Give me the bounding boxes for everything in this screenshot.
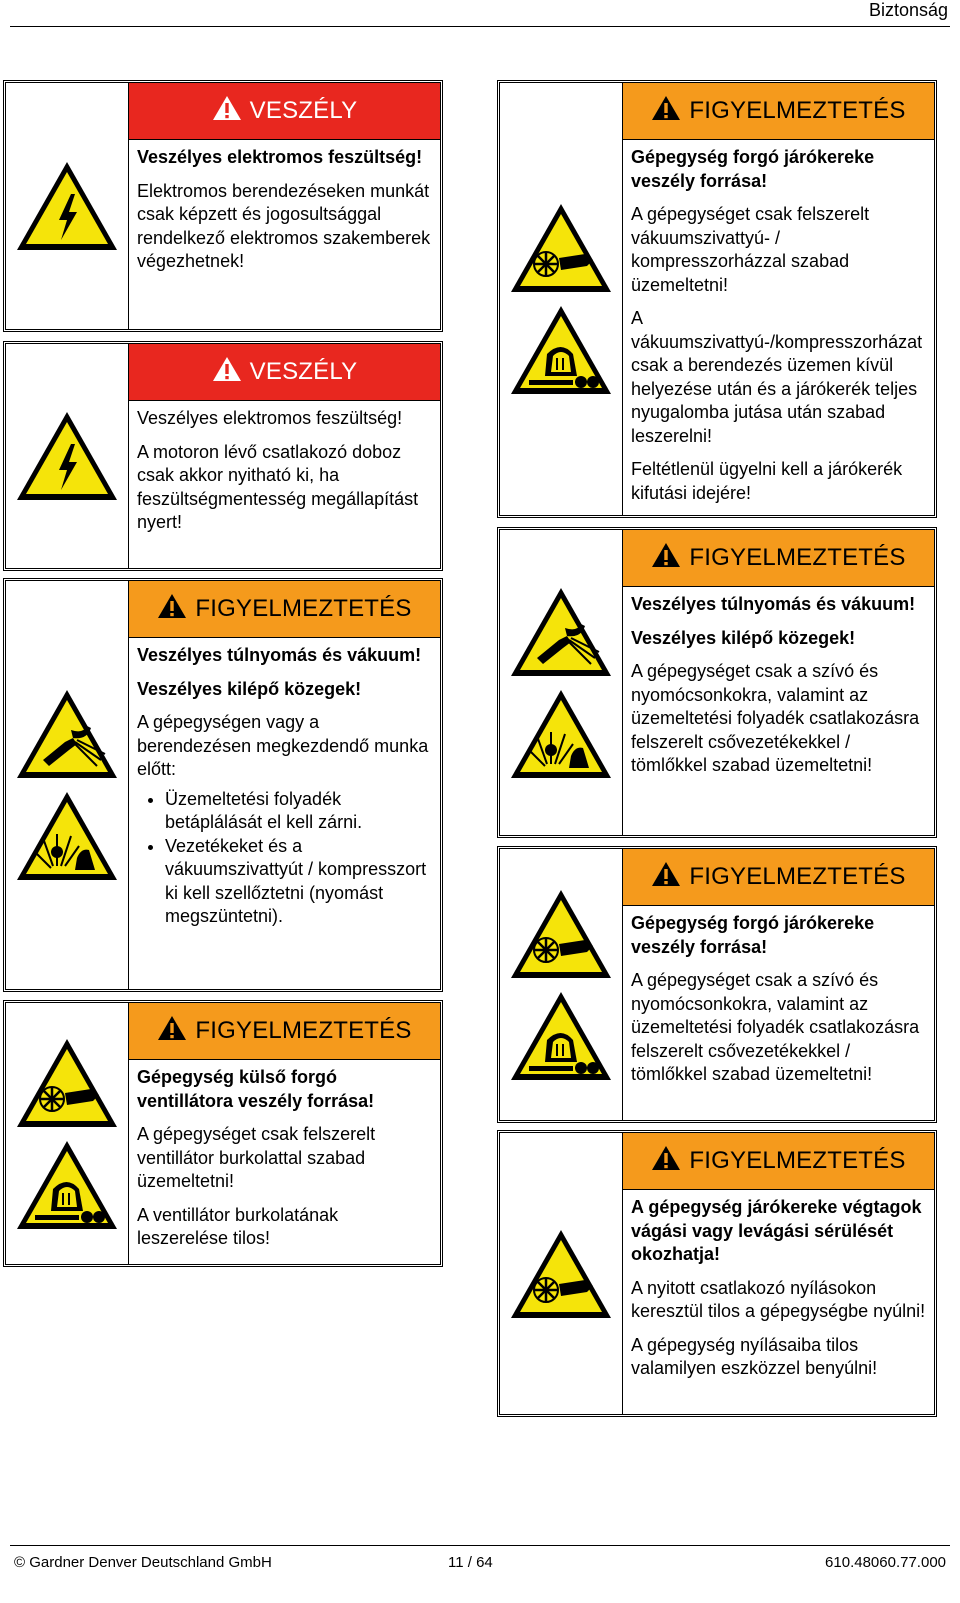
- fan-hand-icon: [507, 1226, 615, 1322]
- safety-notice-box: [497, 846, 937, 1123]
- notice-bullet-list: [137, 788, 432, 929]
- notice-paragraph: A gépegységet csak a szívó és nyomócsonkokra, valamint az üzemeltetési folyadék csatlakozásra felszerelt csővezetékekkel / tömlőkkel szabad üzemeltetni!: [631, 970, 920, 1084]
- signal-word: VESZÉLY: [249, 358, 358, 385]
- hazard-icons: [6, 344, 129, 568]
- footer-page-number: 11 / 64: [448, 1554, 493, 1571]
- notice-paragraph: A nyitott csatlakozó nyílásokon keresztül tilos a gépegységbe nyúlni!: [631, 1277, 926, 1321]
- hazard-icons: [500, 1133, 623, 1414]
- list-item: • Üzemeltetési folyadék betáplálását el kell zárni.: [165, 788, 432, 835]
- signal-word-banner: [129, 83, 440, 140]
- electric-hazard-icon: [13, 158, 121, 254]
- hazard-icons: [6, 1003, 129, 1264]
- pressure-jet-icon: [13, 686, 121, 782]
- notice-text: [129, 1060, 440, 1261]
- signal-word: FIGYELMEZTETÉS: [689, 97, 906, 124]
- footer-doc-number: 610.48060.77.000: [825, 1554, 946, 1571]
- notice-paragraph: Veszélyes elektromos feszültség!: [137, 408, 403, 428]
- signal-word-banner: [623, 849, 934, 906]
- notice-heading: A gépegység járókereke végtagok vágási vagy levágási sérülését okozhatja!: [631, 1197, 922, 1264]
- notice-paragraph: A gépegységet csak felszerelt vákuumszivattyú- / kompresszorházzal szabad üzemeltetni!: [631, 204, 870, 295]
- signal-word: FIGYELMEZTETÉS: [195, 595, 412, 622]
- warning-triangle-icon: [212, 356, 242, 389]
- signal-word-banner: [129, 1003, 440, 1060]
- signal-word-banner: [129, 581, 440, 638]
- notice-heading: Gépegység külső forgó ventillátora veszély forrása!: [137, 1067, 375, 1111]
- hazard-icons: [500, 83, 623, 515]
- entanglement-icon: [507, 302, 615, 398]
- entanglement-icon: [507, 988, 615, 1084]
- safety-notice-box: [497, 527, 937, 838]
- hazard-icons: [500, 849, 623, 1120]
- entanglement-icon: [13, 1137, 121, 1233]
- electric-hazard-icon: [13, 408, 121, 504]
- warning-triangle-icon: [651, 95, 681, 128]
- explosion-icon: [13, 788, 121, 884]
- signal-word: FIGYELMEZTETÉS: [689, 1147, 906, 1174]
- pressure-jet-icon: [507, 584, 615, 680]
- safety-notice-box: [3, 578, 443, 992]
- page-footer: [10, 1545, 950, 1603]
- hazard-icons: [6, 581, 129, 989]
- signal-word: FIGYELMEZTETÉS: [195, 1017, 412, 1044]
- fan-hand-icon: [507, 886, 615, 982]
- notice-heading: Veszélyes elektromos feszültség!: [137, 147, 423, 167]
- warning-triangle-icon: [651, 1145, 681, 1178]
- safety-notice-box: [3, 1000, 443, 1267]
- safety-notice-box: [497, 1130, 937, 1417]
- page-title: Biztonság: [868, 0, 948, 20]
- safety-notice-box: [3, 341, 443, 571]
- explosion-icon: [507, 686, 615, 782]
- signal-word: FIGYELMEZTETÉS: [689, 544, 906, 571]
- fan-hand-icon: [507, 200, 615, 296]
- signal-word-banner: [623, 530, 934, 587]
- warning-triangle-icon: [651, 542, 681, 575]
- safety-notice-box: [3, 80, 443, 332]
- fan-hand-icon: [13, 1035, 121, 1131]
- notice-paragraph: A gépegységet csak felszerelt ventillátor burkolattal szabad üzemeltetni!: [137, 1124, 376, 1191]
- notice-text: [623, 140, 934, 515]
- notice-text: [623, 906, 934, 1097]
- notice-paragraph: Feltétlenül ügyelni kell a járókerék kifutási idejére!: [631, 459, 903, 503]
- warning-triangle-icon: [157, 1015, 187, 1048]
- hazard-icons: [500, 530, 623, 835]
- page-header: [10, 0, 950, 27]
- warning-triangle-icon: [157, 593, 187, 626]
- notice-paragraph: A gépegységen vagy a berendezésen megkezdendő munka előtt:: [137, 712, 429, 779]
- notice-text: [129, 401, 440, 545]
- list-item: • Vezetékeket és a vákuumszivattyút / kompresszort ki kell szellőztetni (nyomást megszüntetni).: [165, 835, 432, 929]
- signal-word-banner: [129, 344, 440, 401]
- notice-text: [623, 1190, 934, 1391]
- notice-paragraph: A gépegység nyílásaiba tilos valamilyen eszközzel benyúlni!: [631, 1334, 878, 1378]
- signal-word: FIGYELMEZTETÉS: [689, 863, 906, 890]
- notice-heading: Veszélyes kilépő közegek!: [631, 627, 856, 648]
- notice-heading: Veszélyes kilépő közegek!: [137, 678, 362, 699]
- notice-paragraph: A motoron lévő csatlakozó doboz csak akkor nyitható ki, ha feszültségmentesség megállapítást nyert!: [137, 441, 419, 532]
- notice-heading: Gépegység forgó járókereke veszély forrása!: [631, 147, 875, 191]
- footer-copyright: © Gardner Denver Deutschland GmbH: [14, 1554, 272, 1571]
- notice-paragraph: Elektromos berendezéseken munkát csak képzett és jogosultsággal rendelkező elektromos szakemberek végezhetnek!: [137, 180, 431, 271]
- signal-word-banner: [623, 1133, 934, 1190]
- warning-triangle-icon: [651, 861, 681, 894]
- hazard-icons: [6, 83, 129, 329]
- notice-text: [129, 638, 440, 929]
- safety-notice-box: [497, 80, 937, 518]
- notice-paragraph: A gépegységet csak a szívó és nyomócsonkokra, valamint az üzemeltetési folyadék csatlakozásra felszerelt csővezetékekkel / tömlőkkel szabad üzemeltetni!: [631, 661, 920, 775]
- notice-paragraph: A vákuumszivattyú-/kompresszorházat csak a berendezés üzemen kívül helyezése után és a járókerék teljes nyugalomba jutása után szabad leszerelni!: [631, 308, 923, 446]
- notice-heading: Veszélyes túlnyomás és vákuum!: [137, 645, 422, 665]
- notice-heading: Veszélyes túlnyomás és vákuum!: [631, 594, 916, 614]
- signal-word: VESZÉLY: [249, 97, 358, 124]
- notice-text: [623, 587, 934, 788]
- warning-triangle-icon: [212, 95, 242, 128]
- notice-paragraph: A ventillátor burkolatának leszerelése tilos!: [137, 1204, 339, 1248]
- notice-text: [129, 140, 440, 284]
- notice-heading: Gépegység forgó járókereke veszély forrása!: [631, 913, 875, 957]
- signal-word-banner: [623, 83, 934, 140]
